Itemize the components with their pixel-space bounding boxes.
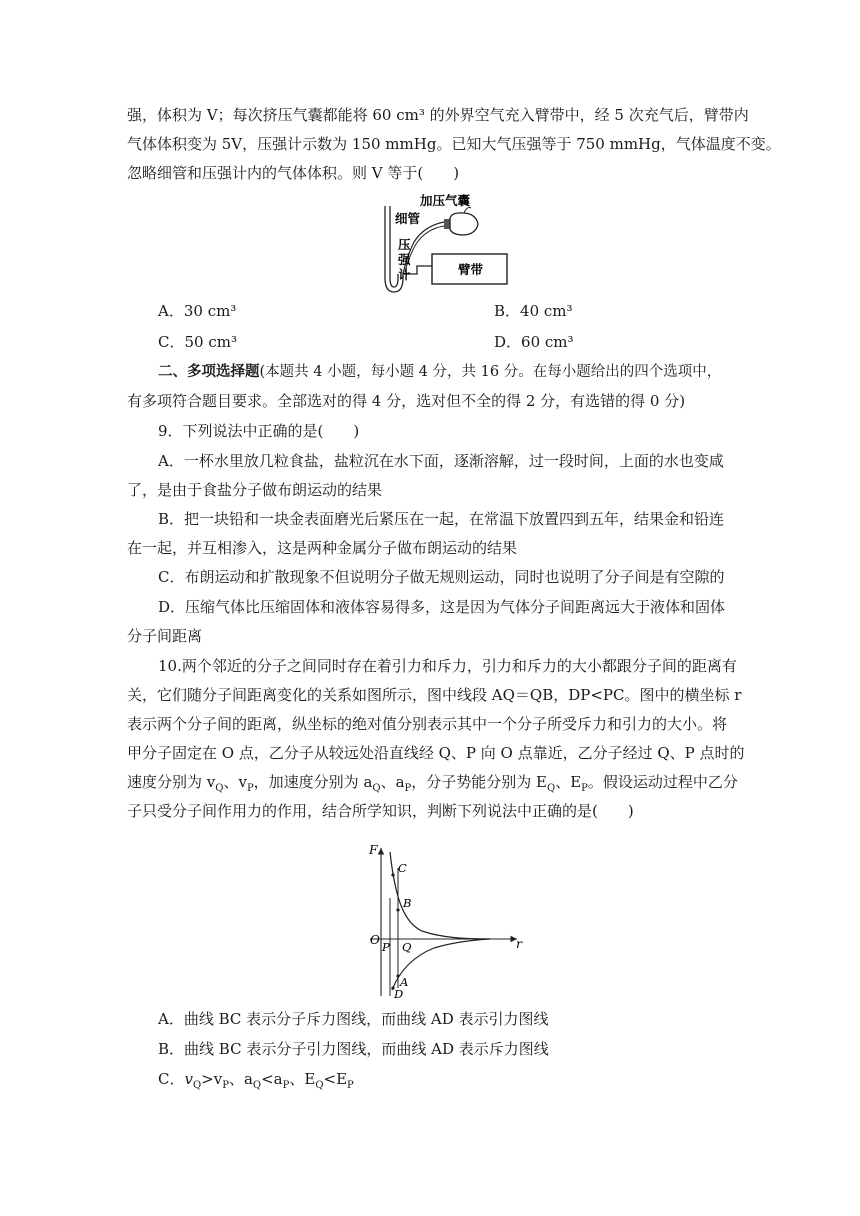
label-cuff: 臂带 (458, 262, 484, 277)
q10-line-5-g: 。假设运动过程中乙分 (587, 773, 738, 791)
q10-line-2: 关，它们随分子间距离变化的关系如图所示，图中线段 AQ＝QB，DP<PC。图中的横坐标 r (127, 686, 742, 704)
label-pump: 加压气囊 (420, 193, 471, 208)
q8-line-3: 忽略细管和压强计内的气体体积。则 V 等于( ) (127, 164, 460, 182)
label-O: O (370, 933, 380, 947)
q9-stem: 9．下列说法中正确的是( ) (158, 422, 360, 440)
q10-line-5-f: 、E (555, 773, 582, 791)
label-gauge-1: 压 (398, 237, 411, 252)
q10-option-c-lt2: <E (323, 1070, 348, 1088)
label-P: P (382, 940, 390, 954)
section-2-header (158, 360, 721, 383)
label-D: D (394, 987, 404, 1001)
label-gauge-3: 计 (398, 267, 411, 282)
sub-p: P (282, 1080, 290, 1091)
section-2-desc-2: 有多项符合题目要求。全部选对的得 4 分，选对但不全的得 2 分，有选错的得 0 分) (127, 392, 686, 410)
q8-line-1: 强，体积为 V；每次挤压气囊都能将 60 cm³ 的外界空气充入臂带中，经 5 次充气后，臂带内 (127, 106, 749, 124)
label-tube: 细管 (395, 211, 421, 226)
q10-option-c-sep2: 、E (289, 1070, 316, 1088)
q8-option-a[interactable]: A．30 cm³ (158, 302, 237, 320)
q9-option-b-line-1[interactable]: B．把一块铅和一块金表面磨光后紧压在一起，在常温下放置四到五年，结果金和铅连 (158, 510, 725, 528)
sub-p: P (347, 1080, 354, 1091)
q8-option-c[interactable]: C．50 cm³ (158, 333, 237, 351)
q10-line-5-c: ，加速度分别为 a (253, 773, 373, 791)
q8-figure-sphygmomanometer (372, 186, 522, 298)
sub-q: Q (192, 1080, 202, 1091)
sub-p: P (246, 783, 254, 794)
label-A: A (400, 975, 409, 989)
q10-option-c-lt: <a (261, 1070, 283, 1088)
label-Q: Q (402, 940, 412, 954)
q10-option-c-sep1: 、a (228, 1070, 253, 1088)
q10-line-5-a: 速度分别为 v (127, 773, 216, 791)
q8-line-2: 气体体积变为 5V，压强计示数为 150 mmHg。已知大气压强等于 750 mmHg，气体温度不变。 (127, 135, 781, 153)
q8-option-b[interactable]: B．40 cm³ (494, 302, 573, 320)
q10-line-5-d: 、a (380, 773, 405, 791)
sub-q: Q (315, 1080, 324, 1091)
sub-p: P (404, 783, 412, 794)
label-gauge-2: 强 (398, 252, 411, 267)
section-2-title: 二、多项选择题 (158, 364, 260, 380)
label-r: r (516, 936, 522, 951)
q10-line-3: 表示两个分子间的距离，纵坐标的绝对值分别表示其中一个分子所受斥力和引力的大小。将 (127, 715, 728, 733)
q10-line-6: 子只受分子间作用力的作用，结合所学知识，判断下列说法中正确的是( ) (127, 802, 634, 820)
section-2-desc-1: (本题共 4 小题，每小题 4 分，共 16 分。在每小题给出的四个选项中， (259, 364, 722, 380)
sub-p: P (222, 1080, 229, 1091)
q10-option-c-gt: >v (201, 1070, 223, 1088)
q10-force-distance-graph (362, 838, 532, 1003)
q8-option-d[interactable]: D．60 cm³ (494, 333, 574, 351)
pump-bulb (450, 213, 478, 235)
label-B: B (403, 896, 412, 910)
q10-option-b[interactable]: B．曲线 BC 表示分子引力图线，而曲线 AD 表示斥力图线 (158, 1040, 549, 1058)
q9-option-d-line-2: 分子间距离 (127, 627, 203, 645)
q10-line-5-b: 、v (223, 773, 247, 791)
q9-option-a-line-1[interactable]: A．一杯水里放几粒食盐，盐粒沉在水下面，逐渐溶解，过一段时间，上面的水也变咸 (158, 452, 724, 470)
q10-option-c-v: v (184, 1070, 193, 1088)
label-C: C (398, 861, 407, 875)
q10-line-5-e: ，分子势能分别为 E (411, 773, 547, 791)
q10-option-c[interactable] (158, 1068, 354, 1093)
sub-q: Q (252, 1080, 262, 1091)
label-F: F (369, 842, 378, 857)
q10-line-5 (127, 771, 737, 796)
q9-option-d-line-1[interactable]: D．压缩气体比压缩固体和液体容易得多，这是因为气体分子间距离远大于液体和固体 (158, 598, 726, 616)
q10-option-a[interactable]: A．曲线 BC 表示分子斥力图线，而曲线 AD 表示引力图线 (158, 1010, 549, 1028)
sub-p: P (581, 783, 588, 794)
q9-option-b-line-2: 在一起，并互相渗入，这是两种金属分子做布朗运动的结果 (127, 539, 518, 557)
q10-line-4: 甲分子固定在 O 点，乙分子从较远处沿直线经 Q、P 向 O 点靠近，乙分子经过 Q、P 点时的 (127, 744, 745, 762)
q9-option-c[interactable]: C．布朗运动和扩散现象不但说明分子做无规则运动，同时也说明了分子间是有空隙的 (158, 568, 725, 586)
sub-q: Q (547, 783, 556, 794)
q10-option-c-prefix: C． (158, 1070, 185, 1088)
sub-q: Q (215, 783, 224, 794)
q10-line-1: 10.两个邻近的分子之间同时存在着引力和斥力，引力和斥力的大小都跟分子间的距离有 (158, 657, 737, 675)
sub-q: Q (372, 783, 381, 794)
q9-option-a-line-2: 了，是由于食盐分子做布朗运动的结果 (127, 481, 383, 499)
